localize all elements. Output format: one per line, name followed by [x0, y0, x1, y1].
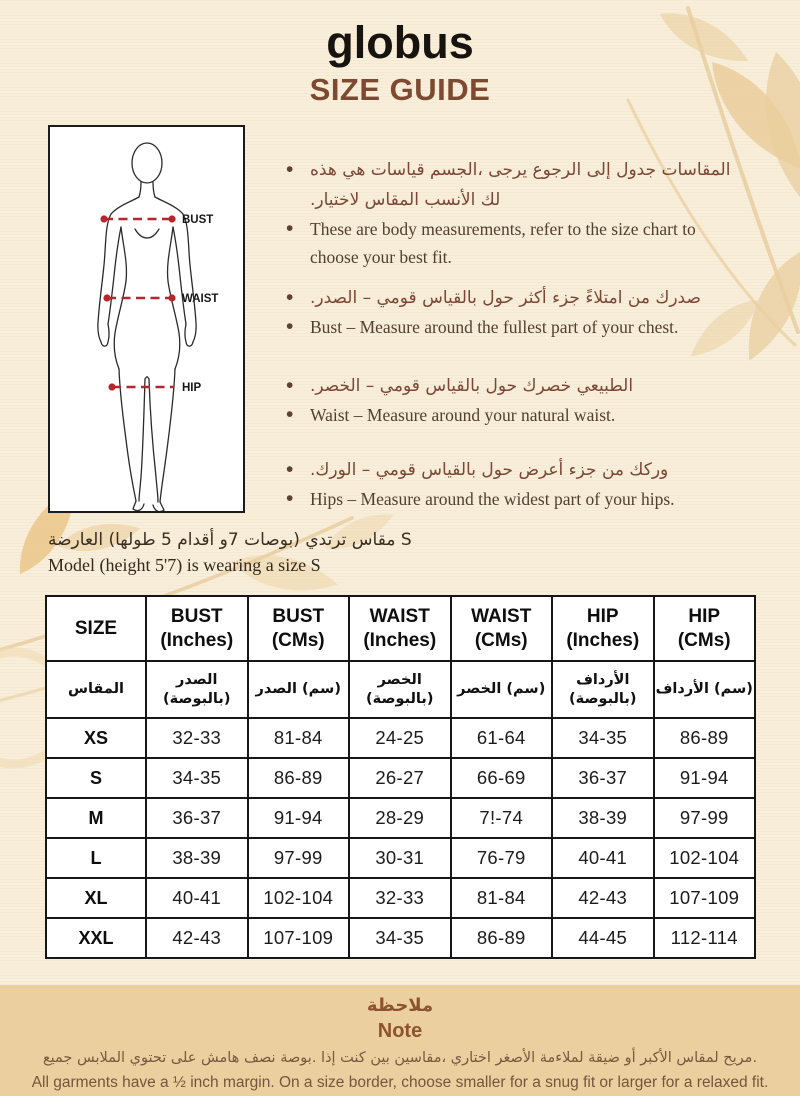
table-cell: 32-33	[146, 718, 248, 758]
table-cell: 86-89	[451, 918, 553, 958]
instruction-group-waist	[286, 371, 786, 429]
instruction-arabic: .لاختيار ‎المقاس ‎الأنسب ‎لك	[310, 190, 501, 210]
table-header-cell: الصدر ‎(سم)	[248, 661, 350, 718]
table-cell: 86-89	[654, 718, 756, 758]
bullet-icon: •	[286, 315, 294, 338]
table-cell: 36-37	[146, 798, 248, 838]
table-cell: 40-41	[552, 838, 654, 878]
table-cell: 112-114	[654, 918, 756, 958]
instruction-arabic: .الورك ‎– ‎قومي ‎بالقياس ‎حول ‎أعرض ‎جزء ‎من ‎وركك	[310, 460, 669, 480]
mannequin-figure-icon	[50, 127, 243, 511]
table-header-cell: المقاس	[46, 661, 146, 718]
table-cell: 34-35	[552, 718, 654, 758]
instruction-group-bust	[286, 283, 786, 341]
table-cell: 91-94	[654, 758, 756, 798]
table-header-cell: HIP (CMs)	[654, 596, 756, 661]
table-cell: 102-104	[248, 878, 350, 918]
instruction-english: Bust – Measure around the fullest part of your chest.	[310, 317, 679, 337]
bullet-icon: •	[286, 374, 294, 397]
table-cell: 34-35	[349, 918, 451, 958]
instruction-arabic: .الخصر ‎– ‎قومي ‎بالقياس ‎حول ‎خصرك ‎الطبيعي	[310, 376, 634, 396]
table-cell: 38-39	[552, 798, 654, 838]
size-chart	[45, 595, 756, 959]
size-table-body	[46, 718, 755, 958]
table-header-cell: الصدر (بالبوصة)	[146, 661, 248, 718]
table-header-cell: HIP (Inches)	[552, 596, 654, 661]
table-header-cell: الأرداف (بالبوصة)	[552, 661, 654, 718]
table-row	[46, 918, 755, 958]
bullet-icon: •	[286, 487, 294, 510]
table-row	[46, 838, 755, 878]
table-header-cell: BUST (Inches)	[146, 596, 248, 661]
bullet-icon: •	[286, 286, 294, 309]
size-label-cell: L	[46, 838, 146, 878]
instruction-english: Hips – Measure around the widest part of your hips.	[310, 489, 675, 509]
note-title-arabic: ملاحظة	[366, 995, 434, 1016]
waist-label: WAIST	[182, 293, 219, 305]
table-header-cell: الخصر (بالبوصة)	[349, 661, 451, 718]
table-row	[46, 758, 755, 798]
table-row	[46, 718, 755, 758]
table-cell: 30-31	[349, 838, 451, 878]
table-cell: 61-64	[451, 718, 553, 758]
table-row	[46, 798, 755, 838]
hip-label: HIP	[182, 382, 202, 394]
table-cell: 107-109	[654, 878, 756, 918]
model-note-arabic: العارضة ‎(طولها ‎5 ‎أقدام ‎و‎7 ‎بوصات) ‎ترتدي ‎مقاس ‎S	[48, 530, 412, 550]
instruction-arabic: هذه ‎هي ‎قياسات ‎الجسم، ‎يرجى ‎الرجوع ‎إلى ‎جدول ‎المقاسات	[310, 160, 731, 180]
table-cell: 26-27	[349, 758, 451, 798]
body-measurement-diagram	[48, 125, 245, 513]
table-cell: 66-69	[451, 758, 553, 798]
bullet-icon: •	[286, 217, 294, 240]
table-cell: 28-29	[349, 798, 451, 838]
table-cell: 44-45	[552, 918, 654, 958]
bullet-icon: •	[286, 158, 294, 181]
table-header-row	[46, 596, 755, 661]
instruction-english: These are body measurements, refer to the size chart to	[310, 219, 696, 239]
table-row	[46, 878, 755, 918]
instruction-arabic: .الصدر ‎– ‎قومي ‎بالقياس ‎حول ‎أكثر ‎جزء ‎امتلاءً ‎من ‎صدرك	[310, 288, 701, 308]
model-note-english: Model (height 5'7) is wearing a size S	[48, 555, 321, 575]
table-header-row	[46, 661, 755, 718]
instruction-group-hip	[286, 455, 786, 513]
note-title-english: Note	[377, 1020, 423, 1042]
table-header-cell: WAIST (Inches)	[349, 596, 451, 661]
table-cell: 36-37	[552, 758, 654, 798]
size-label-cell: XL	[46, 878, 146, 918]
table-cell: 32-33	[349, 878, 451, 918]
table-cell: 91-94	[248, 798, 350, 838]
bullet-icon: •	[286, 458, 294, 481]
table-cell: 42-43	[146, 918, 248, 958]
size-label-cell: S	[46, 758, 146, 798]
instruction-english: Waist – Measure around your natural waist.	[310, 405, 616, 425]
brand-logo: globus	[326, 17, 474, 68]
table-cell: 107-109	[248, 918, 350, 958]
note-footer	[0, 985, 800, 1096]
table-header-cell: WAIST (CMs)	[451, 596, 553, 661]
table-cell: 34-35	[146, 758, 248, 798]
table-header-cell: الخصر ‎(سم)	[451, 661, 553, 718]
table-header-cell: SIZE	[46, 596, 146, 661]
size-label-cell: XS	[46, 718, 146, 758]
table-cell: 97-99	[248, 838, 350, 878]
size-table-head	[46, 596, 755, 718]
note-body-arabic: جميع ‎الملابس ‎تحتوي ‎على ‎هامش ‎نصف ‎بوصة. ‎إذا ‎كنت ‎بين ‎مقاسين، ‎اختاري ‎الأصغر ‎لملاءمة ‎ضيقة ‎أو ‎الأكبر ‎لمقاس ‎مريح.	[42, 1050, 758, 1066]
table-cell: 42-43	[552, 878, 654, 918]
bullet-icon: •	[286, 403, 294, 426]
size-label-cell: M	[46, 798, 146, 838]
table-cell: 76-79	[451, 838, 553, 878]
bust-label: BUST	[182, 214, 214, 226]
table-cell: 81-84	[248, 718, 350, 758]
note-body-english: All garments have a ½ inch margin. On a size border, choose smaller for a snug fit or larger for a relaxed fit.	[31, 1074, 769, 1091]
instruction-group-overview	[286, 155, 786, 271]
table-header-cell: الأرداف ‎(سم)	[654, 661, 756, 718]
page-title: SIZE GUIDE	[309, 72, 491, 107]
table-cell: 102-104	[654, 838, 756, 878]
table-cell: 24-25	[349, 718, 451, 758]
table-cell: 40-41	[146, 878, 248, 918]
table-cell: 7!-74	[451, 798, 553, 838]
table-cell: 81-84	[451, 878, 553, 918]
table-cell: 86-89	[248, 758, 350, 798]
size-table	[45, 595, 756, 959]
table-header-cell: BUST (CMs)	[248, 596, 350, 661]
instruction-english: choose your best fit.	[310, 247, 452, 267]
table-cell: 38-39	[146, 838, 248, 878]
table-cell: 97-99	[654, 798, 756, 838]
size-label-cell: XXL	[46, 918, 146, 958]
